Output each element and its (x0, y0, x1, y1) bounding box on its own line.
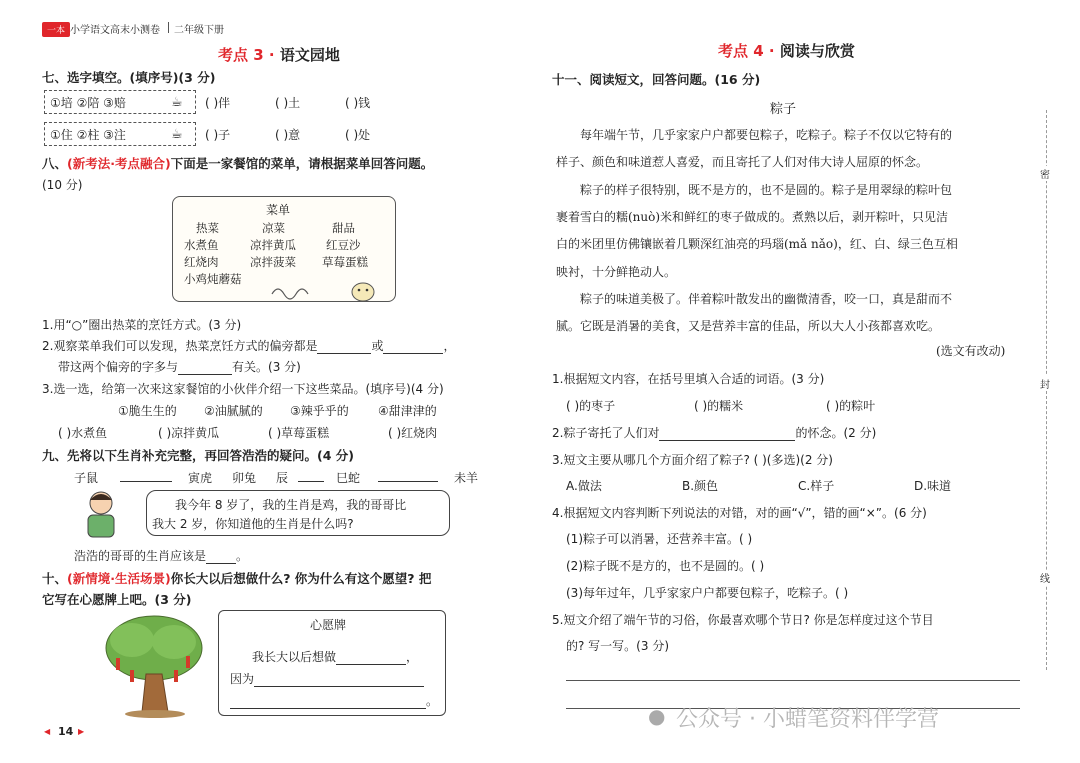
right-section-dot: · (768, 42, 775, 60)
q11-sub4-item: (1)粽子可以消暑，还营养丰富。( ) (566, 532, 753, 546)
passage-line: 粽子的样子很特别，既不是方的，也不是圆的。粽子是用翠绿的粽叶包 (580, 183, 953, 197)
wish-line-2 (230, 670, 424, 687)
menu-decoration-icon (268, 280, 388, 306)
menu-col-hot-header: 热菜 (196, 221, 219, 235)
q8-sub2-c: 带这两个偏旁的字多与 (58, 360, 179, 374)
q11-sub1-fill: ( )的粽叶 (826, 399, 876, 413)
q7-options-2: ①住 ②柱 ③注 (50, 128, 126, 142)
q11-sub1-fill: ( )的糯米 (694, 399, 744, 413)
q10-prefix: 十、 (42, 571, 68, 586)
wish-blank[interactable] (230, 696, 426, 709)
wish-blank[interactable] (254, 674, 424, 687)
zodiac-item: 未羊 (454, 471, 479, 485)
passage-line: 粽子的味道美极了。伴着粽叶散发出的幽微清香，咬一口，真是甜而不 (580, 292, 953, 306)
passage-line: 每年端午节，几乎家家户户都要包粽子，吃粽子。粽子不仅以它特有的 (580, 128, 953, 142)
zodiac-item: 子鼠 (74, 471, 99, 485)
q9-title: 九、先将以下生肖补充完整，再回答浩浩的疑问。(4 分) (42, 448, 354, 463)
zodiac-blank[interactable] (120, 469, 172, 482)
q11-title: 十一、阅读短文，回答问题。(16 分) (552, 72, 761, 87)
wish-blank[interactable] (336, 652, 406, 665)
zodiac-item: 巳蛇 (336, 471, 361, 485)
q8-sub3-fill: ( )草莓蛋糕 (268, 426, 330, 440)
q7-fill-2-2: ( )意 (275, 128, 301, 142)
q11-sub2 (552, 424, 876, 441)
q8-sub3-option: ④甜津津的 (378, 404, 437, 418)
q11-sub3-option: D.味道 (914, 479, 952, 493)
left-section-name: 语文园地 (279, 46, 340, 64)
q8-sub3-fill: ( )凉拌黄瓜 (158, 426, 220, 440)
q8-title (42, 154, 433, 172)
q8-sub1: 1.用“○”圈出热菜的烹饪方式。(3 分) (42, 318, 242, 332)
binding-mark: 封 (1040, 376, 1050, 391)
q11-sub3: 3.短文主要从哪几个方面介绍了粽子? ( )(多选)(2 分) (552, 453, 833, 467)
zodiac-blank[interactable] (298, 469, 324, 482)
wechat-icon: ● (648, 704, 666, 728)
passage-title: 粽子 (770, 102, 797, 117)
q7-fill-1-1: ( )伴 (205, 96, 231, 110)
q11-sub1: 1.根据短文内容，在括号里填入合适的词语。(3 分) (552, 372, 825, 386)
wish-line-1-text: 我长大以后想做 (252, 650, 337, 664)
binding-mark: 密 (1040, 166, 1050, 181)
q8-sub2-b: ， (443, 339, 456, 353)
menu-item: 红烧肉 (184, 255, 219, 269)
q11-sub5-line1: 5.短文介绍了端午节的习俗，你最喜欢哪个节日? 你是怎样度过这个节目 (552, 613, 934, 627)
passage-line: 映衬，十分鲜艳动人。 (556, 265, 677, 279)
q11-sub4-item: (3)每年过年，几乎家家户户都要包粽子，吃粽子。( ) (566, 586, 849, 600)
wish-line-3 (230, 692, 438, 709)
left-section-key: 考点 3 (218, 46, 264, 64)
q10-title-line2: 它写在心愿牌上吧。(3 分) (42, 592, 192, 607)
zodiac-item: 辰 (276, 471, 289, 485)
page-number: 14 (58, 725, 74, 738)
page-number-arrows: ◀ (44, 727, 51, 736)
q11-sub1-fill: ( )的枣子 (566, 399, 616, 413)
q11-sub4: 4.根据短文内容判断下列说法的对错，对的画“√”，错的画“×”。(6 分) (552, 506, 927, 520)
q7-title: 七、选字填空。(填序号)(3 分) (42, 70, 216, 85)
q10-tag: (新情境·生活场景) (67, 571, 171, 586)
header-grade: 二年级下册 (174, 25, 224, 36)
q8-sub3: 3.选一选，给第一次来这家餐馆的小伙伴介绍一下这些菜品。(填序号)(4 分) (42, 382, 444, 396)
speech-line-1: 我今年 8 岁了，我的生肖是鸡，我的哥哥比 (175, 498, 407, 512)
q9-answer-suffix: 。 (236, 549, 249, 563)
passage-source: (选文有改动) (936, 344, 1006, 358)
q8-blank[interactable] (317, 341, 371, 354)
q8-sub2-or: 或 (371, 339, 384, 353)
q8-blank[interactable] (383, 341, 443, 354)
menu-title: 菜单 (266, 203, 291, 217)
q11-sub3-option: B.颜色 (682, 479, 719, 493)
menu-item: 小鸡炖蘑菇 (184, 272, 242, 286)
q7-fill-1-2: ( )土 (275, 96, 301, 110)
header-book-title: 小学语文高末小测卷 (70, 25, 160, 36)
q11-sub2-a: 2.粽子寄托了人们对 (552, 426, 660, 440)
passage-line: 样子、颜色和味道惹人喜爱，而且寄托了人们对伟大诗人屈原的怀念。 (556, 155, 929, 169)
menu-item: 红豆沙 (326, 238, 361, 252)
zodiac-item: 寅虎 (188, 471, 213, 485)
q8-sub3-option: ②油腻腻的 (204, 404, 263, 418)
menu-item: 凉拌菠菜 (250, 255, 296, 269)
q8-title-text: 下面是一家餐馆的菜单，请根据菜单回答问题。 (170, 156, 434, 171)
boy-avatar (76, 488, 126, 542)
q8-sub3-fill: ( )红烧肉 (388, 426, 438, 440)
answer-line[interactable] (566, 680, 1020, 681)
q11-sub3-option: A.做法 (566, 479, 602, 493)
speech-line-2: 我大 2 岁，你知道他的生肖是什么吗? (152, 517, 354, 531)
wish-line-1-end: ， (406, 650, 419, 664)
q9-answer (74, 547, 248, 564)
menu-item: 草莓蛋糕 (322, 255, 368, 269)
watermark: 公众号 · 小蜡笔资料伴学营 (676, 707, 939, 732)
header-divider (168, 22, 169, 33)
q9-blank[interactable] (206, 551, 236, 564)
zodiac-blank[interactable] (378, 469, 438, 482)
binding-mark: 线 (1040, 570, 1050, 585)
right-section-key: 考点 4 (718, 42, 764, 60)
q7-fill-1-3: ( )钱 (345, 96, 371, 110)
q8-sub2-d: 有关。(3 分) (232, 360, 301, 374)
q8-sub2-line2 (58, 358, 301, 375)
passage-line: 腻。它既是消暑的美食，又是营养丰富的佳品，所以大人小孩都喜欢吃。 (556, 319, 941, 333)
wish-line-2-text: 因为 (230, 672, 255, 686)
wish-tree-illustration (102, 612, 206, 718)
q8-blank[interactable] (178, 362, 232, 375)
wish-card-title: 心愿牌 (310, 618, 347, 632)
passage-line: 裹着雪白的糯(nuò)米和鲜红的枣子做成的。煮熟以后，剥开粽叶，只见洁 (556, 210, 949, 224)
q11-sub5-line2: 的? 写一写。(3 分) (566, 639, 669, 653)
q8-tag: (新考法·考点融合) (67, 156, 171, 171)
q7-fill-2-3: ( )处 (345, 128, 371, 142)
q11-blank[interactable] (659, 428, 795, 441)
wish-end: 。 (426, 694, 439, 708)
q11-sub3-option: C.样子 (798, 479, 835, 493)
q7-fill-2-1: ( )子 (205, 128, 231, 142)
left-section-title (218, 44, 340, 65)
q8-sub3-option: ③辣乎乎的 (290, 404, 349, 418)
teapot-icon: ☕ (171, 95, 183, 110)
zodiac-item: 卯兔 (232, 471, 257, 485)
teapot-icon-2: ☕ (171, 127, 183, 142)
q11-sub4-item: (2)粽子既不是方的，也不是圆的。( ) (566, 559, 765, 573)
menu-item: 凉拌黄瓜 (250, 238, 296, 252)
menu-item: 水煮鱼 (184, 238, 219, 252)
q11-sub2-b: 的怀念。(2 分) (795, 426, 877, 440)
q9-answer-prefix: 浩浩的哥哥的生肖应该是 (74, 549, 207, 563)
menu-col-cold-header: 凉菜 (262, 221, 285, 235)
page-number-arrows-right: ▶ (78, 727, 85, 736)
left-section-dot: · (268, 46, 275, 64)
q10-title (42, 569, 431, 587)
q8-score: (10 分) (42, 178, 83, 192)
right-section-name: 阅读与欣赏 (779, 42, 855, 60)
passage-line: 白的米团里仿佛镶嵌着几颗深红油亮的玛瑙(mǎ nǎo)，红、白、绿三色互相 (556, 237, 958, 251)
q10-title-text: 你长大以后想做什么? 你为什么有这个愿望? 把 (170, 571, 432, 586)
menu-col-dessert-header: 甜品 (332, 221, 355, 235)
header-logo: 一本 (42, 22, 70, 37)
right-section-title (718, 40, 855, 61)
q8-prefix: 八、 (42, 156, 68, 171)
q7-options-1: ①培 ②陪 ③赔 (50, 96, 126, 110)
q8-sub2-a: 2.观察菜单我们可以发现，热菜烹饪方式的偏旁都是 (42, 339, 318, 353)
wish-line-1 (252, 648, 418, 665)
q8-sub3-fill: ( )水煮鱼 (58, 426, 108, 440)
q8-sub2-line1 (42, 337, 455, 354)
q8-sub3-option: ①脆生生的 (118, 404, 177, 418)
